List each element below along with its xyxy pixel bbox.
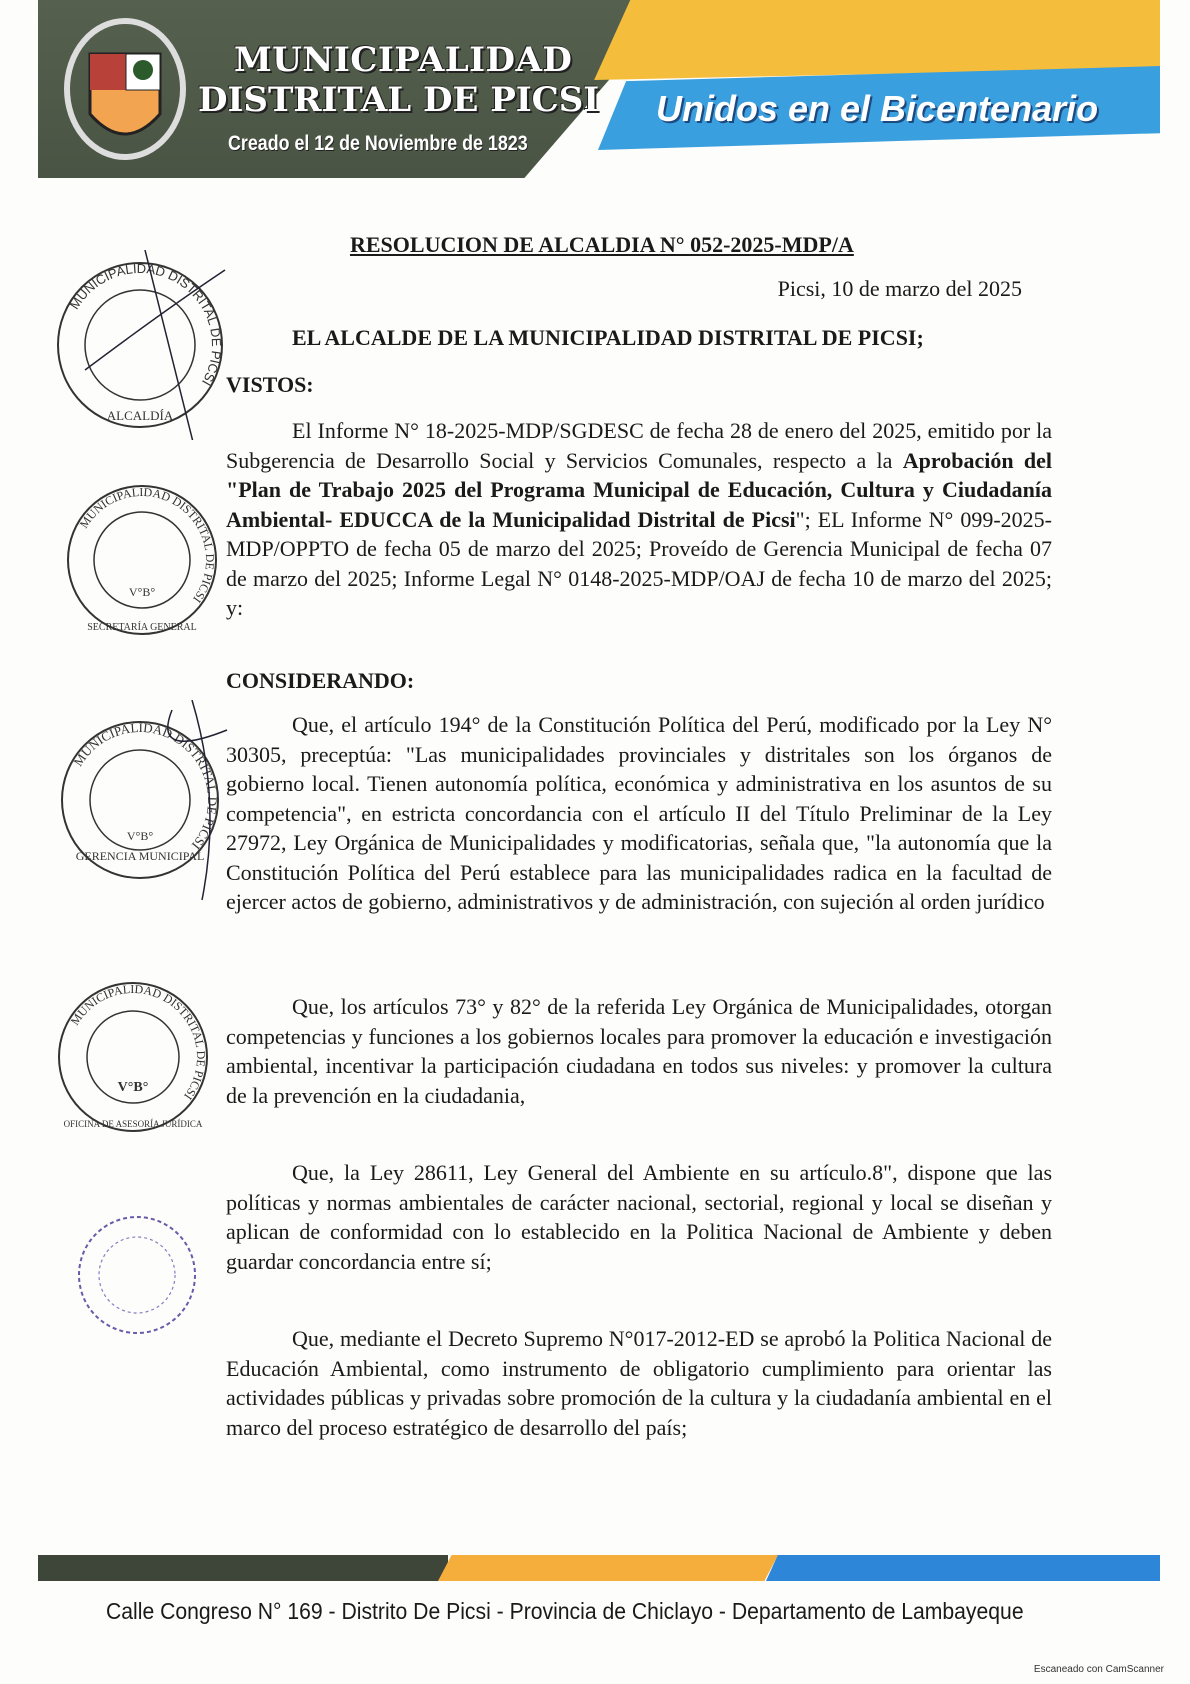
header-yellow-band bbox=[558, 0, 1160, 80]
stamp-label: OFICINA DE ASESORÍA JURÍDICA bbox=[63, 1119, 203, 1129]
header-slogan: Unidos en el Bicentenario bbox=[656, 88, 1099, 129]
vistos-text-end: "; EL Informe N° 099-2025-MDP/OPPTO de fecha 05 de marzo del 2025; Proveído de Gerencia Municipal de fecha 07 de marzo del 2025; Informe Legal N° 0148-2025-MDP/OAJ de fecha 10 de marzo del 2025; y: bbox=[226, 506, 1052, 620]
considerando-paragraph-1: Que, el artículo 194° de la Constitución Política del Perú, modificado por la Ley N° 30305, preceptúa: "Las municipalidades provinciales y distritales son los órganos de gobierno local. Tienen autonomía política, económica y administrativa en los asuntos de su competencia", en estricta concordancia con el artículo II del Título Preliminar de la Ley 27972, Ley Orgánica de Municipalidades y modificatorias, señala que, "la autonomía que la Constitución Política del Perú establece para las municipalidades radica en la facultad de ejercer actos de gobierno, administrativos y de administración, con sujeción al orden jurídico bbox=[226, 712, 1052, 914]
header-founded: Creado el 12 de Noviembre de 1823 bbox=[228, 132, 528, 155]
considerando-paragraph-4: Que, mediante el Decreto Supremo N°017-2012-ED se aprobó la Politica Nacional de Educación Ambiental, como instrumento de obligatorio cumplimiento para orientar las actividades públicas y privadas sobre promoción de la cultura y la ciudadanía ambiental en el marco del proceso estratégico de desarrollo del país; bbox=[226, 1326, 1052, 1440]
scanner-watermark: Escaneado con CamScanner bbox=[1033, 1664, 1164, 1675]
considerando-heading: CONSIDERANDO: bbox=[226, 668, 415, 693]
stamp-vb: V°B° bbox=[117, 1080, 149, 1095]
vistos-heading: VISTOS: bbox=[226, 372, 314, 397]
stamp-vb: V°B° bbox=[128, 585, 156, 599]
stamp-ring-text: MUNICIPALIDAD DISTRITAL DE PICSI bbox=[67, 981, 209, 1103]
stamp-asesoria-icon bbox=[48, 975, 218, 1140]
header-title-line1: MUNICIPALIDAD bbox=[234, 40, 573, 80]
considerando-paragraph-2: Que, los artículos 73° y 82° de la referida Ley Orgánica de Municipalidades, otorgan competencias y funciones a los gobiernos locales para promover la educación e investigación ambiental, incentivar la participación ciudadana en todos sus niveles: y promover la cultura de la prevención en la ciudadania, bbox=[226, 994, 1052, 1108]
stamp-ring-text: MUNICIPALIDAD DISTRITAL DE PICSI bbox=[76, 484, 218, 606]
stamp-vb: V°B° bbox=[126, 829, 154, 843]
vistos-paragraph bbox=[226, 416, 1052, 623]
header-title-line2: DISTRITAL DE PICSI bbox=[198, 80, 600, 120]
footer-address: Calle Congreso N° 169 - Distrito De Picsi - Provincia de Chiclayo - Departamento de Lambayeque bbox=[106, 1598, 1024, 1624]
stamp-label: ALCALDÍA bbox=[106, 408, 174, 423]
place-date: Picsi, 10 de marzo del 2025 bbox=[777, 276, 1022, 301]
vistos-text: El Informe N° 18-2025-MDP/SGDESC de fecha 28 de enero del 2025, emitido por la Subgerencia de Desarrollo Social y Servicios Comunales, respecto a la bbox=[226, 418, 1052, 473]
stamp-purple-icon bbox=[72, 1210, 202, 1340]
stamp-label: SECRETARÍA GENERAL bbox=[87, 622, 197, 633]
municipal-crest-icon bbox=[60, 14, 190, 164]
resolution-title: RESOLUCION DE ALCALDIA N° 052-2025-MDP/A bbox=[350, 232, 854, 257]
letterhead bbox=[38, 0, 1160, 180]
stamp-ring-text: MUNICIPALIDAD DISTRITAL DE PICSI bbox=[70, 719, 221, 853]
considerando-paragraph-3: Que, la Ley 28611, Ley General del Ambiente en su artículo.8", dispone que las políticas y normas ambientales de carácter nacional, sectorial, regional y local se diseñan y aplican de conformidad con lo establecido en la Politica Nacional de Ambiente y deben guardar concordancia entre sí; bbox=[226, 1160, 1052, 1274]
stamp-secretaria-icon bbox=[60, 478, 225, 643]
stamp-gerencia-icon bbox=[52, 700, 232, 900]
authority-heading: EL ALCALDE DE LA MUNICIPALIDAD DISTRITAL DE PICSI; bbox=[292, 325, 924, 350]
stamp-alcaldia-icon bbox=[45, 250, 235, 440]
stamp-ring-text: MUNICIPALIDAD DISTRITAL DE PICSI bbox=[66, 260, 225, 389]
footer-band bbox=[38, 1555, 1160, 1581]
stamp-label: GERENCIA MUNICIPAL bbox=[75, 849, 205, 863]
vistos-bold-text: Aprobación del "Plan de Trabajo 2025 del Programa Municipal de Educación, Cultura y Ciudadanía Ambiental- EDUCCA de la Municipalidad Distrital de Picsi bbox=[226, 447, 1052, 532]
